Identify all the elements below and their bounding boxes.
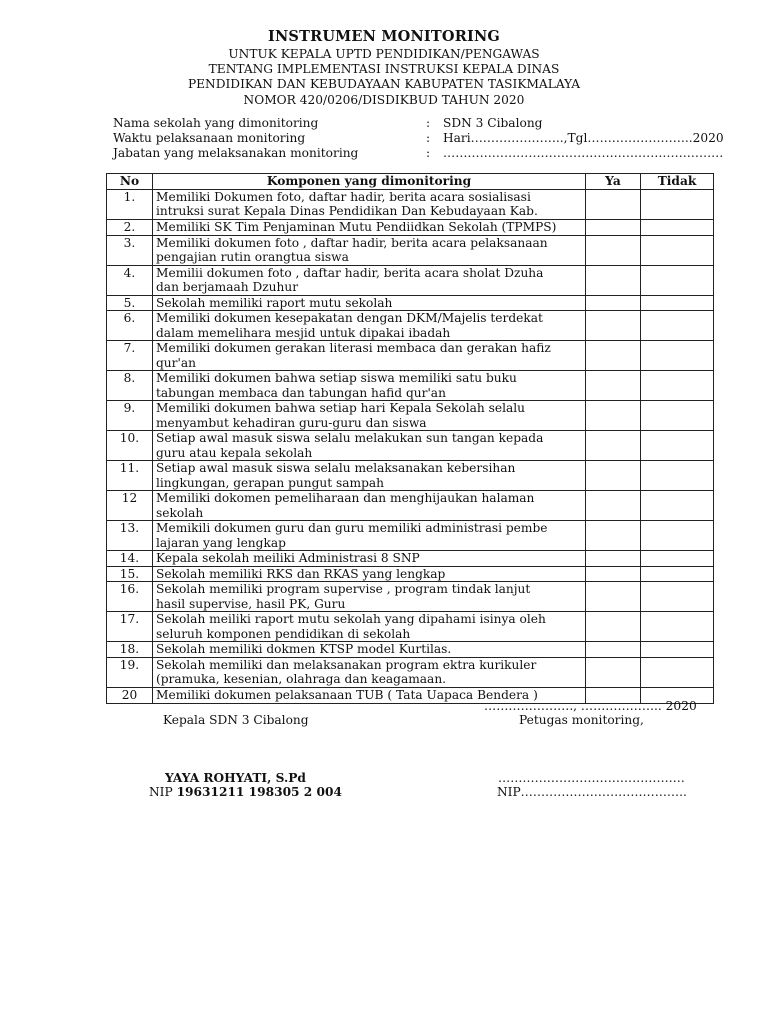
left-signer-nip — [149, 785, 342, 800]
info-colon: : — [426, 146, 431, 161]
info-value-position: …………………………………………………………… — [443, 146, 724, 161]
row-number: 2. — [107, 220, 153, 236]
monitoring-info — [113, 116, 733, 162]
component-text-line: Sekolah memiliki dokmen KTSP model Kurtilas. — [156, 642, 452, 657]
component-text-line: intruksi surat Kepala Dinas Pendidikan Dan Kebudayaan Kab. — [156, 204, 538, 219]
checkbox-cell-tidak[interactable] — [641, 190, 714, 220]
checkbox-cell-tidak[interactable] — [641, 642, 714, 658]
checkbox-cell-ya[interactable] — [586, 491, 641, 521]
checkbox-cell-tidak[interactable] — [641, 657, 714, 687]
checkbox-cell-ya[interactable] — [586, 612, 641, 642]
checkbox-cell-ya[interactable] — [586, 311, 641, 341]
row-number: 20 — [107, 687, 153, 703]
row-component — [153, 235, 586, 265]
subtitle-line-3: PENDIDIKAN DAN KEBUDAYAAN KABUPATEN TASIKMALAYA — [187, 77, 581, 92]
component-text-line: guru atau kepala sekolah — [156, 445, 313, 460]
row-component — [153, 566, 586, 582]
info-row-school — [113, 116, 733, 131]
info-colon: : — [426, 116, 431, 130]
component-text-line: pengajian rutin orangtua siswa — [156, 250, 349, 264]
checkbox-cell-ya[interactable] — [586, 431, 641, 461]
table-row — [107, 341, 714, 371]
component-text-line: Sekolah memiliki RKS dan RKAS yang lengkap — [156, 566, 446, 581]
table-row — [107, 612, 714, 642]
checkbox-cell-ya[interactable] — [586, 235, 641, 265]
checkbox-cell-ya[interactable] — [586, 521, 641, 551]
checkbox-cell-ya[interactable] — [586, 642, 641, 658]
row-component — [153, 551, 586, 567]
checkbox-cell-tidak[interactable] — [641, 220, 714, 236]
component-text-line: Kepala sekolah meiliki Administrasi 8 SNP — [156, 551, 420, 566]
nip-value: 19631211 198305 2 004 — [176, 785, 342, 799]
checkbox-cell-ya[interactable] — [586, 551, 641, 567]
component-text-line: qur'an — [156, 355, 196, 370]
right-signer-nip-blank: NIP………………………………….. — [497, 785, 687, 799]
subtitle-line-4: NOMOR 420/0206/DISDIKBUD TAHUN 2020 — [243, 92, 525, 107]
subtitle-line-1: UNTUK KEPALA UPTD PENDIDIKAN/PENGAWAS — [228, 47, 540, 61]
row-number: 18. — [107, 642, 153, 658]
row-number: 1. — [107, 190, 153, 220]
table-row — [107, 657, 714, 687]
checkbox-cell-ya[interactable] — [586, 566, 641, 582]
component-text-line: Memilii dokumen foto , daftar hadir, berita acara sholat Dzuha — [156, 265, 544, 280]
component-text-line: Memiliki dokumen bahwa setiap hari Kepala Sekolah selalu — [156, 401, 526, 416]
component-text-line: lingkungan, gerapan pungut sampah — [156, 475, 385, 490]
checkbox-cell-ya[interactable] — [586, 265, 641, 295]
component-text-line: tabungan membaca dan tabungan hafid qur'an — [156, 385, 446, 400]
right-signer-name-blank: ………………………………………. — [498, 771, 685, 785]
info-label: Waktu pelaksanaan monitoring — [113, 131, 306, 146]
checkbox-cell-tidak[interactable] — [641, 401, 714, 431]
info-label: Nama sekolah yang dimonitoring — [113, 116, 319, 130]
row-component — [153, 642, 586, 658]
table-row — [107, 295, 714, 311]
right-signer-role: Petugas monitoring, — [519, 713, 644, 727]
column-header-ya: Ya — [586, 174, 641, 190]
checkbox-cell-ya[interactable] — [586, 657, 641, 687]
info-label: Jabatan yang melaksanakan monitoring — [113, 146, 359, 161]
component-text-line: hasil supervise, hasil PK, Guru — [156, 596, 346, 611]
checkbox-cell-tidak[interactable] — [641, 311, 714, 341]
document-title: INSTRUMEN MONITORING — [267, 28, 500, 45]
row-number: 4. — [107, 265, 153, 295]
row-component — [153, 371, 586, 401]
row-number: 6. — [107, 311, 153, 341]
component-text-line: Sekolah meiliki raport mutu sekolah yang dipahami isinya oleh — [156, 612, 546, 627]
checkbox-cell-ya[interactable] — [586, 341, 641, 371]
table-body — [107, 190, 714, 704]
checkbox-cell-tidak[interactable] — [641, 371, 714, 401]
checkbox-cell-tidak[interactable] — [641, 295, 714, 311]
checkbox-cell-tidak[interactable] — [641, 582, 714, 612]
monitoring-table — [106, 173, 714, 704]
table-row — [107, 461, 714, 491]
checkbox-cell-tidak[interactable] — [641, 431, 714, 461]
date-line: …………………., ……………….. 2020 — [484, 699, 697, 713]
component-text-line: Sekolah memiliki dan melaksanakan program ektra kurikuler — [156, 657, 537, 672]
row-number: 9. — [107, 401, 153, 431]
row-component — [153, 295, 586, 311]
table-row — [107, 265, 714, 295]
checkbox-cell-tidak[interactable] — [641, 491, 714, 521]
left-signer-name: YAYA ROHYATI, S.Pd — [165, 771, 306, 785]
row-number: 12 — [107, 491, 153, 521]
checkbox-cell-ya[interactable] — [586, 190, 641, 220]
component-text-line: dan berjamaah Dzuhur — [156, 280, 299, 294]
component-text-line: Setiap awal masuk siswa selalu melaksanakan kebersihan — [156, 461, 516, 476]
component-text-line: Memiliki dokumen pelaksanaan TUB ( Tata Uapaca Bendera ) — [156, 687, 538, 702]
component-text-line: dalam memelihara mesjid untuk dipakai ibadah — [156, 325, 451, 340]
checkbox-cell-tidak[interactable] — [641, 265, 714, 295]
row-number: 19. — [107, 657, 153, 687]
table-row — [107, 551, 714, 567]
checkbox-cell-ya[interactable] — [586, 401, 641, 431]
checkbox-cell-ya[interactable] — [586, 461, 641, 491]
checkbox-cell-tidak[interactable] — [641, 612, 714, 642]
row-component — [153, 461, 586, 491]
component-text-line: lajaran yang lengkap — [156, 535, 286, 550]
table-row — [107, 371, 714, 401]
component-text-line: Setiap awal masuk siswa selalu melakukan sun tangan kepada — [156, 431, 544, 446]
component-text-line: Memiliki SK Tim Penjaminan Mutu Pendiidkan Sekolah (TPMPS) — [156, 220, 557, 234]
row-component — [153, 657, 586, 687]
component-text-line: seluruh komponen pendidikan di sekolah — [156, 626, 411, 641]
checkbox-cell-ya[interactable] — [586, 371, 641, 401]
table-row — [107, 521, 714, 551]
document-header — [0, 27, 768, 108]
table-row — [107, 431, 714, 461]
info-colon: : — [426, 131, 431, 146]
table-row — [107, 582, 714, 612]
row-component — [153, 265, 586, 295]
checkbox-cell-tidak[interactable] — [641, 551, 714, 567]
info-row-position — [113, 146, 733, 161]
row-component — [153, 582, 586, 612]
component-text-line: Sekolah memiliki program supervise , program tindak lanjut — [156, 582, 531, 597]
left-signer-role: Kepala SDN 3 Cibalong — [163, 713, 309, 727]
component-text-line: Sekolah memiliki raport mutu sekolah — [156, 295, 393, 310]
column-header-tidak: Tidak — [641, 174, 714, 190]
row-component — [153, 612, 586, 642]
table-row — [107, 190, 714, 220]
checkbox-cell-tidak[interactable] — [641, 521, 714, 551]
row-component — [153, 190, 586, 220]
checkbox-cell-tidak[interactable] — [641, 341, 714, 371]
component-text-line: (pramuka, kesenian, olahraga dan keagamaan. — [156, 672, 447, 687]
info-value-time: Hari…………………..,Tgl……………………..2020 — [443, 131, 724, 146]
row-number: 10. — [107, 431, 153, 461]
row-number: 13. — [107, 521, 153, 551]
row-number: 11. — [107, 461, 153, 491]
component-text-line: Memiliki dokomen pemeliharaan dan menghijaukan halaman — [156, 491, 535, 506]
row-number: 3. — [107, 235, 153, 265]
row-component — [153, 431, 586, 461]
checkbox-cell-ya[interactable] — [586, 220, 641, 236]
checkbox-cell-tidak[interactable] — [641, 235, 714, 265]
component-text-line: sekolah — [156, 505, 204, 520]
table-row — [107, 566, 714, 582]
checkbox-cell-ya[interactable] — [586, 582, 641, 612]
checkbox-cell-tidak[interactable] — [641, 461, 714, 491]
table-row — [107, 491, 714, 521]
table-row — [107, 220, 714, 236]
checkbox-cell-tidak[interactable] — [641, 566, 714, 582]
info-row-time — [113, 131, 733, 146]
row-number: 17. — [107, 612, 153, 642]
component-text-line: Memiliki dokumen foto , daftar hadir, berita acara pelaksanaan — [156, 235, 548, 250]
component-text-line: Memiliki dokumen bahwa setiap siswa memiliki satu buku — [156, 371, 517, 386]
subtitle-line-2: TENTANG IMPLEMENTASI INSTRUKSI KEPALA DINAS — [208, 62, 560, 77]
checkbox-cell-ya[interactable] — [586, 295, 641, 311]
row-component — [153, 491, 586, 521]
row-number: 7. — [107, 341, 153, 371]
row-number: 8. — [107, 371, 153, 401]
table-row — [107, 311, 714, 341]
row-number: 5. — [107, 295, 153, 311]
row-number: 15. — [107, 566, 153, 582]
table-row — [107, 642, 714, 658]
row-component — [153, 521, 586, 551]
info-value-school: SDN 3 Cibalong — [443, 116, 543, 130]
row-component — [153, 311, 586, 341]
row-component — [153, 341, 586, 371]
component-text-line: Memiliki dokumen gerakan literasi membaca dan gerakan hafiz — [156, 341, 551, 356]
table-row — [107, 401, 714, 431]
table-row — [107, 235, 714, 265]
component-text-line: Memikili dokumen guru dan guru memiliki administrasi pembe — [156, 521, 548, 536]
column-header-no: No — [107, 174, 153, 190]
table-header-row — [107, 174, 714, 190]
nip-label: NIP — [149, 785, 177, 799]
row-component — [153, 401, 586, 431]
row-component — [153, 220, 586, 236]
column-header-component: Komponen yang dimonitoring — [153, 174, 586, 190]
row-number: 14. — [107, 551, 153, 567]
component-text-line: Memiliki Dokumen foto, daftar hadir, berita acara sosialisasi — [156, 190, 531, 204]
row-number: 16. — [107, 582, 153, 612]
component-text-line: menyambut kehadiran guru-guru dan siswa — [156, 415, 427, 430]
component-text-line: Memiliki dokumen kesepakatan dengan DKM/Majelis terdekat — [156, 311, 543, 326]
